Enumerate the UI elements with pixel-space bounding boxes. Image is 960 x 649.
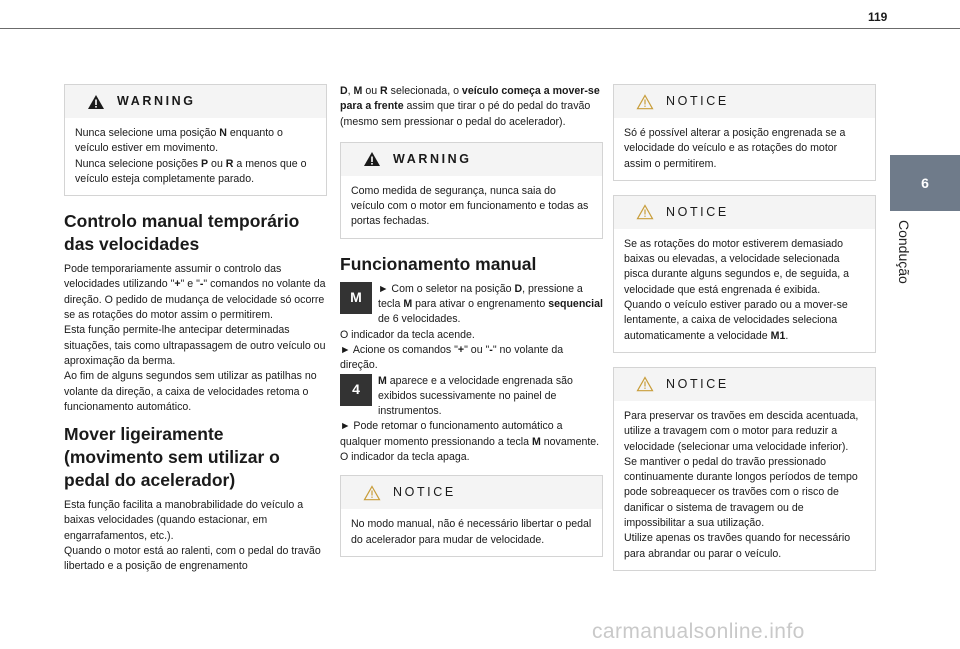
paragraph-2: Esta função permite-lhe antecipar determinadas situações, tais como ultrapassagem de outro veículo ou aproximação da berma. — [64, 324, 326, 367]
notice-body-2 — [614, 229, 875, 352]
notice-body — [341, 509, 602, 556]
heading-creep: Mover ligeiramente (movimento sem utilizar o pedal do acelerador) — [64, 424, 280, 491]
notice-box-2 — [613, 195, 876, 353]
manual-step-3: 4 M aparece e a velocidade engrenada são exibidos sucessivamente no painel de instrumentos. — [340, 374, 603, 420]
notice-text-3b: Se mantiver o pedal do travão pressionado continuamente durante longos períodos de tempo pode sobreaquecer os travões com o risco de danificar o sistema de travagem ou de impossibilitar a sua utilização. — [624, 455, 858, 530]
m-key-pictogram-icon: M — [340, 282, 372, 314]
column-1 — [64, 84, 327, 575]
manual-step-2: ► Acione os comandos "+" ou "-" no volante da direção. — [340, 343, 564, 372]
warning-triangle-icon — [87, 94, 105, 110]
manual-step-4-note: O indicador da tecla apaga. — [340, 451, 470, 464]
notice-header-3 — [614, 368, 875, 401]
notice-body-1 — [614, 118, 875, 180]
notice-title-3: NOTICE — [666, 376, 729, 391]
notice-text-3c: Utilize apenas os travões quando for necessário para abrandar ou parar o veículo. — [624, 532, 851, 560]
notice-triangle-icon — [363, 485, 381, 501]
warning-body-2 — [341, 176, 602, 238]
notice-header-1 — [614, 85, 875, 118]
notice-triangle-icon — [636, 376, 654, 392]
warning-triangle-icon — [363, 151, 381, 167]
page-number: 119 — [868, 10, 888, 24]
warning-title-2: WARNING — [393, 151, 472, 166]
notice-box-3 — [613, 367, 876, 571]
manual-step-4: ► Pode retomar o funcionamento automático a qualquer momento pressionando a tecla M novamente. — [340, 420, 600, 448]
notice-triangle-icon — [636, 204, 654, 220]
notice-triangle-icon — [636, 94, 654, 110]
notice-title-1: NOTICE — [666, 93, 729, 108]
warning-box-2 — [340, 142, 603, 239]
section-tab[interactable]: 6 — [890, 155, 960, 211]
creep-continuation: D, M ou R selecionada, o veículo começa a mover-se para a frente assim que tirar o pé do pedal do travão (mesmo sem pressionar o pedal do acelerador). — [340, 85, 600, 128]
column-3 — [613, 84, 876, 585]
heading-temporary-manual: Controlo manual temporário das velocidades — [64, 211, 300, 255]
notice-text-1: Só é possível alterar a posição engrenada se a velocidade do veículo e as rotações do motor assim o permitirem. — [624, 127, 846, 170]
section-label: Condução — [896, 220, 912, 284]
column-2 — [340, 84, 603, 571]
notice-box-1 — [613, 84, 876, 181]
notice-text: No modo manual, não é necessário libertar o pedal do acelerador para mudar de velocidade. — [351, 518, 592, 546]
notice-title-2: NOTICE — [666, 204, 729, 219]
manual-step-1-note: O indicador da tecla acende. — [340, 328, 475, 341]
warning-box — [64, 84, 327, 196]
watermark: carmanualsonline.info — [592, 620, 805, 643]
warning-text-2: Nunca selecione posições P ou R a menos que o veículo esteja completamente parado. — [75, 157, 307, 185]
warning-text-1: Nunca selecione uma posição N enquanto o veículo estiver em movimento. — [75, 127, 283, 155]
header-divider — [0, 28, 960, 29]
notice-title: NOTICE — [393, 485, 456, 500]
notice-header — [341, 476, 602, 509]
warning-title: WARNING — [117, 93, 196, 108]
notice-box — [340, 475, 603, 557]
manual-step-1: M ► Com o seletor na posição D, pressione a tecla M para ativar o engrenamento sequencial de 6 velocidades. — [340, 282, 603, 328]
warning-text: Como medida de segurança, nunca saia do veículo com o motor em funcionamento e todas as portas fechadas. — [351, 184, 589, 228]
paragraph-5: Quando o motor está ao ralenti, com o pedal do travão libertado e a posição de engrenamento — [64, 545, 321, 573]
paragraph-4: Esta função facilita a manobrabilidade do veículo a baixas velocidades (quando estacionar, em engarrafamentos, etc.). — [64, 499, 304, 542]
heading-manual-operation: Funcionamento manual — [340, 253, 537, 274]
gear-display-pictogram-icon: 4 — [340, 374, 372, 406]
notice-body-3 — [614, 401, 875, 570]
paragraph-3: Ao fim de alguns segundos sem utilizar as patilhas no volante da direção, a caixa de velocidades retoma o funcionamento automático. — [64, 370, 317, 413]
notice-text-3a: Para preservar os travões em descida acentuada, utilize a travagem com o motor para reduzir a velocidade (selecionar uma velocidade inferior). — [624, 409, 859, 453]
notice-text-2a: Se as rotações do motor estiverem demasiado baixas ou elevadas, a velocidade selecionada pisca durante alguns segundos e, de seguida, a velocidade que está engrenada é exibida. — [624, 237, 849, 296]
warning-header-2 — [341, 143, 602, 176]
notice-text-2b: Quando o veículo estiver parado ou a mover-se lentamente, a caixa de velocidades seleciona automaticamente a velocidade M1. — [624, 299, 848, 342]
warning-body — [65, 118, 326, 195]
paragraph-1: Pode temporariamente assumir o controlo das velocidades utilizando "+" e "-" comandos no volante da direção. O pedido de mudança de velocidade só ocorre se as rotações do motor assim o permitirem. — [64, 263, 326, 322]
notice-header-2 — [614, 196, 875, 229]
warning-header — [65, 85, 326, 118]
